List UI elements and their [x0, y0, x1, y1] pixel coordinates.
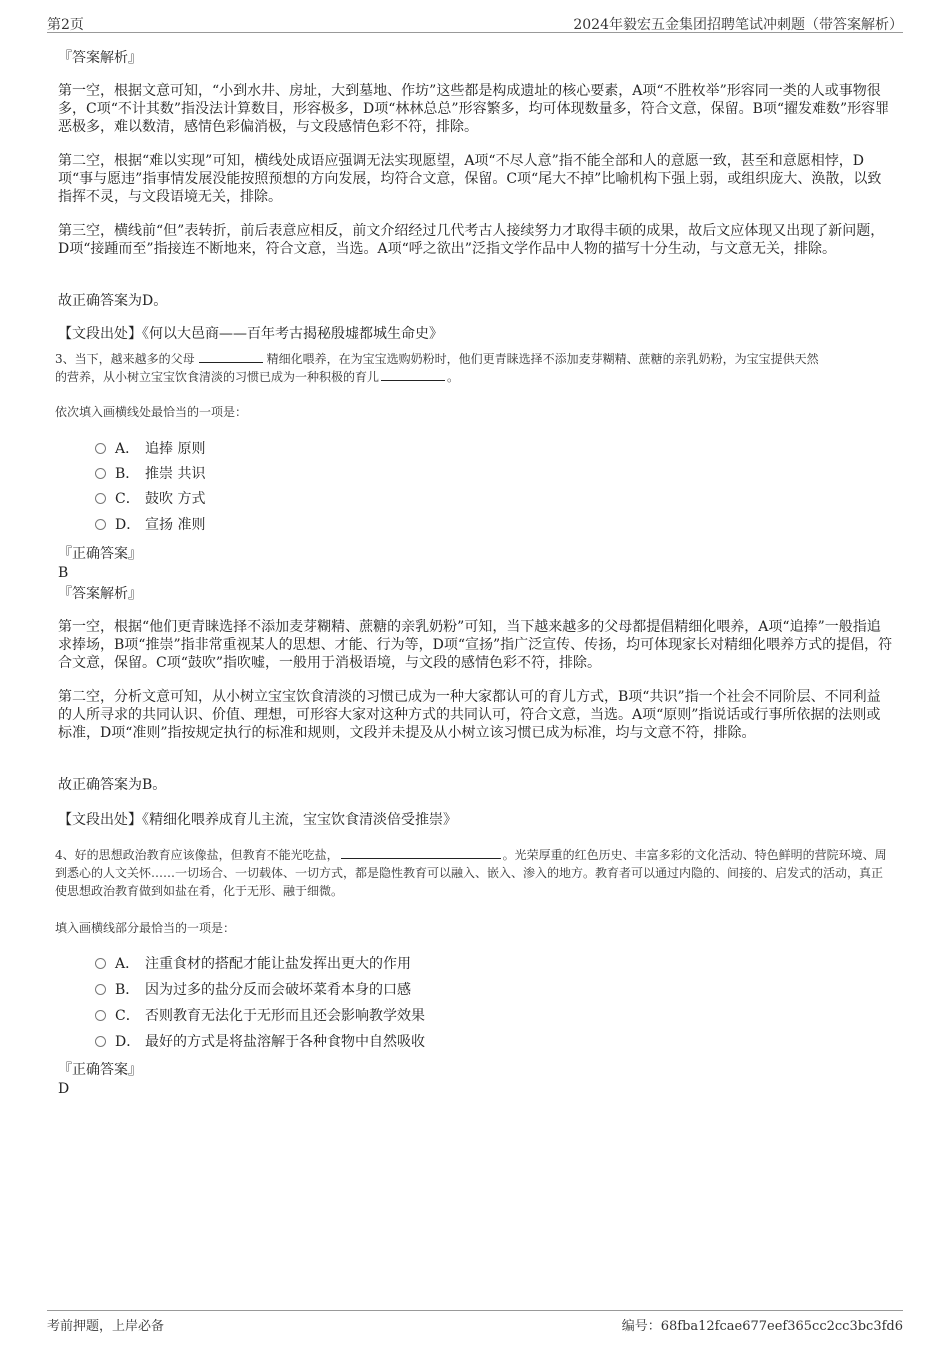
- q3-conclusion: 故正确答案为B。: [58, 777, 167, 793]
- page-header: [47, 12, 903, 33]
- radio-icon[interactable]: [95, 443, 106, 454]
- q3-option-d[interactable]: D． 宣扬 准则: [95, 516, 205, 534]
- q4-stem-part-a: 4、好的思想政治教育应该像盐，但教育不能光吃盐，: [55, 848, 339, 862]
- q3-option-a[interactable]: A． 追捧 原则: [95, 440, 205, 458]
- q3-answer-label: 『正确答案』: [58, 546, 142, 562]
- q3-stem-part-d: 。: [447, 370, 460, 384]
- q3-answer: B: [58, 565, 69, 581]
- q4-answer-label: 『正确答案』: [58, 1062, 142, 1078]
- document-title: 2024年毅宏五金集团招聘笔试冲刺题（带答案解析）: [573, 17, 903, 33]
- q3-stem-part-a: 3、当下，越来越多的父母: [55, 352, 195, 366]
- q4-option-b[interactable]: B． 因为过多的盐分反而会破坏菜肴本身的口感: [95, 981, 411, 999]
- q3-blank-2: [381, 368, 445, 381]
- q4-instruction: 填入画横线部分最恰当的一项是：: [55, 921, 236, 935]
- q2-analysis-p3: 第三空，横线前“但”表转折，前后表意应相反，前文介绍经过几代考古人接续努力才取得丰硕的成果，故后文应体现又出现了新问题，D项“接踵而至”指接连不断地来，符合文意，当选。A项“呼之欲出”泛指文学作品中人物的描写十分生动，与文意无关，排除。: [58, 223, 885, 257]
- q3-option-c[interactable]: C． 鼓吹 方式: [95, 490, 205, 508]
- radio-icon[interactable]: [95, 468, 106, 479]
- q3-source: 【文段出处】《精细化喂养成育儿主流，宝宝饮食清淡倍受推崇》: [58, 812, 457, 828]
- q4-stem: [55, 846, 890, 900]
- radio-icon[interactable]: [95, 984, 106, 995]
- q3-analysis-label: 『答案解析』: [58, 586, 142, 602]
- radio-icon[interactable]: [95, 1036, 106, 1047]
- q4-stem-part-b: 。光荣厚重的红色历史、丰富多彩的文化活动、特色鲜明的营院环境、周到悉心的人文关怀……一切场合、一切载体、一切方式，都是隐性教育可以融入、嵌入、渗入的地方。教育者可以通过内隐的、间接的、启发式的活动，真正使思想政治教育做到如盐在肴，化于无形、融于细微。: [55, 848, 887, 898]
- document-id: 编号：68fba12fcae677eef365cc2cc3bc3fd6: [621, 1319, 903, 1334]
- footer-slogan: 考前押题，上岸必备: [47, 1319, 165, 1334]
- q2-analysis-p1: 第一空，根据文意可知，“小到水井、房址，大到墓地、作坊”这些都是构成遗址的核心要素，A项“不胜枚举”形容同一类的人或事物很多，C项“不计其数”指没法计算数目，形容极多，D项“林林总总”形容繁多，均可体现数量多，符合文意，保留。B项“擢发难数”形容罪恶极多，难以数清，感情色彩偏消极，与文段感情色彩不符，排除。: [58, 83, 890, 135]
- q3-stem: [55, 350, 890, 386]
- q2-analysis-label: 『答案解析』: [58, 50, 142, 66]
- radio-icon[interactable]: [95, 1010, 106, 1021]
- q3-blank-1: [199, 350, 263, 363]
- q4-option-d[interactable]: D． 最好的方式是将盐溶解于各种食物中自然吸收: [95, 1033, 425, 1051]
- q4-option-a[interactable]: A． 注重食材的搭配才能让盐发挥出更大的作用: [95, 955, 411, 973]
- q2-conclusion: 故正确答案为D。: [58, 293, 168, 309]
- radio-icon[interactable]: [95, 519, 106, 530]
- q4-option-c[interactable]: C． 否则教育无法化于无形而且还会影响教学效果: [95, 1007, 425, 1025]
- q3-option-b[interactable]: B． 推崇 共识: [95, 465, 205, 483]
- radio-icon[interactable]: [95, 958, 106, 969]
- q4-blank: [341, 846, 501, 859]
- radio-icon[interactable]: [95, 493, 106, 504]
- q3-analysis-p2: 第二空，分析文意可知，从小树立宝宝饮食清淡的习惯已成为一种大家都认可的育儿方式，B项“共识”指一个社会不同阶层、不同利益的人所寻求的共同认识、价值、理想，可形容大家对这种方式的共同认可，符合文意，当选。A项“原则”指说话或行事所依据的法则或标准，D项“准则”指按规定执行的标准和规则，文段并未提及从小树立该习惯已成为标准，均与文意不符，排除。: [58, 689, 881, 741]
- page-number: 第2页: [47, 17, 84, 33]
- q2-source: 【文段出处】《何以大邑商——百年考古揭秘殷墟都城生命史》: [58, 326, 443, 342]
- q3-instruction: 依次填入画横线处最恰当的一项是：: [55, 405, 248, 419]
- q3-analysis-p1: 第一空，根据“他们更青睐选择不添加麦芽糊精、蔗糖的亲乳奶粉”可知，当下越来越多的父母都提倡精细化喂养，A项“追捧”一般指追求捧场，B项“推崇”指非常重视某人的思想、才能、行为等，D项“宣扬”指广泛宣传、传扬，均可体现家长对精细化喂养方式的提倡，符合文意，保留。C项“鼓吹”指吹嘘，一般用于消极语境，与文段的感情色彩不符，排除。: [58, 619, 893, 671]
- q2-analysis-p2: 第二空，根据“难以实现”可知，横线处成语应强调无法实现愿望，A项“不尽人意”指不能全部和人的意愿一致，甚至和意愿相悖，D项“事与愿违”指事情发展没能按照预想的方向发展，均符合文意，保留。C项“尾大不掉”比喻机构下强上弱，或组织庞大、涣散，以致指挥不灵，与文段语境无关，排除。: [58, 153, 882, 205]
- page-footer: [47, 1310, 903, 1337]
- q3-stem-part-b: 精细化喂养，在为宝宝选购奶粉时，他们更青睐选择不添加麦芽糊精、蔗糖的亲乳奶粉，为宝宝提供天然: [266, 352, 819, 366]
- q4-answer: D: [58, 1081, 70, 1097]
- q3-stem-part-c: 的营养，从小树立宝宝饮食清淡的习惯已成为一种积极的育儿: [55, 370, 380, 384]
